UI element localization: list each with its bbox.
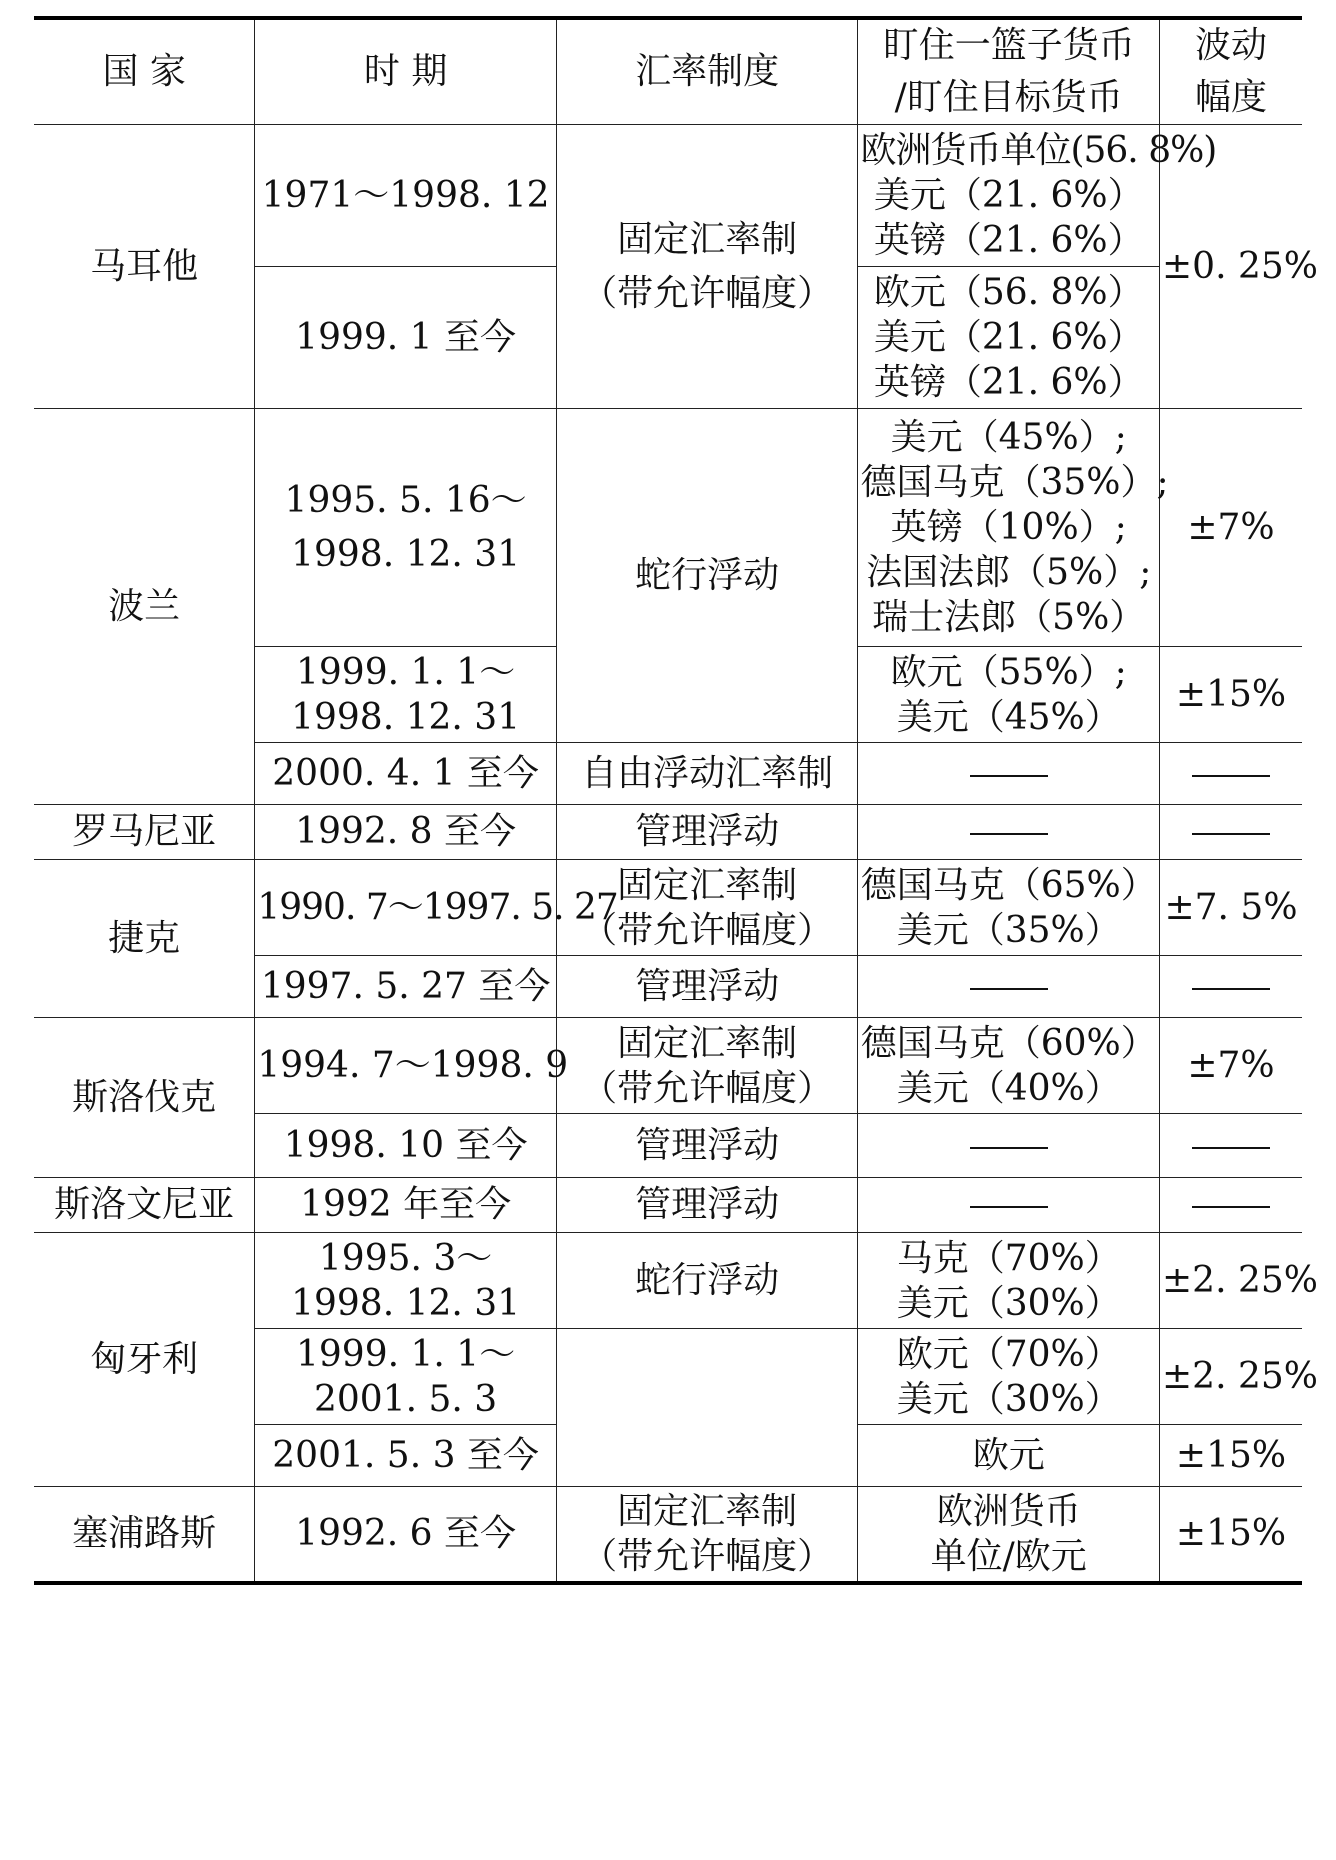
dash-mark [1192, 775, 1270, 777]
band-cell: ±2. 25% [1160, 1233, 1302, 1329]
regime-cell: 蛇行浮动 [556, 1233, 858, 1329]
basket-cell [858, 1178, 1160, 1233]
period-cell: 1992. 8 至今 [255, 805, 557, 860]
table-row [34, 805, 1302, 860]
dash-mark [970, 988, 1048, 990]
band-cell: ±15% [1160, 647, 1302, 743]
basket-cell: 欧洲货币 单位/欧元 [858, 1487, 1160, 1583]
period-cell: 1995. 5. 16～ 1998. 12. 31 [255, 409, 557, 647]
period-cell: 2000. 4. 1 至今 [255, 743, 557, 805]
header-regime: 汇率制度 [556, 18, 858, 125]
table-row [34, 409, 1302, 647]
exchange-rate-table [34, 16, 1318, 1585]
dash-mark [1192, 1147, 1270, 1149]
regime-cell-empty [556, 1329, 858, 1487]
header-country: 国 家 [34, 18, 255, 125]
table-row [34, 1233, 1302, 1329]
period-cell: 1999. 1. 1～ 1998. 12. 31 [255, 647, 557, 743]
basket-cell [858, 1114, 1160, 1178]
regime-cell: 管理浮动 [556, 1178, 858, 1233]
regime-cell: 固定汇率制 （带允许幅度） [556, 1487, 858, 1583]
regime-cell: 固定汇率制 （带允许幅度） [556, 125, 858, 409]
basket-cell: 美元（45%）; 德国马克（35%）; 英镑（10%）; 法国法郎（5%）; 瑞士法郎（5%） [858, 409, 1160, 647]
basket-cell [858, 956, 1160, 1018]
regime-cell: 管理浮动 [556, 956, 858, 1018]
dash-mark [970, 1206, 1048, 1208]
basket-cell: 德国马克（60%） 美元（40%） [858, 1018, 1160, 1114]
regime-cell: 管理浮动 [556, 1114, 858, 1178]
band-cell [1160, 956, 1302, 1018]
period-cell: 2001. 5. 3 至今 [255, 1425, 557, 1487]
basket-cell: 马克（70%） 美元（30%） [858, 1233, 1160, 1329]
regime-cell: 管理浮动 [556, 805, 858, 860]
band-cell: ±15% [1160, 1487, 1302, 1583]
basket-cell: 欧元 [858, 1425, 1160, 1487]
regime-cell: 蛇行浮动 [556, 409, 858, 743]
dash-mark [970, 1147, 1048, 1149]
dash-mark [970, 775, 1048, 777]
band-cell: ±15% [1160, 1425, 1302, 1487]
country-cell: 波兰 [34, 409, 255, 805]
dash-mark [1192, 1206, 1270, 1208]
table-row [34, 1178, 1302, 1233]
band-cell [1160, 805, 1302, 860]
band-cell: ±7. 5% [1160, 860, 1302, 956]
basket-cell [858, 743, 1160, 805]
regime-cell: 固定汇率制 （带允许幅度） [556, 860, 858, 956]
basket-cell: 欧元（70%） 美元（30%） [858, 1329, 1160, 1425]
period-cell: 1992 年至今 [255, 1178, 557, 1233]
table-header-row [34, 18, 1302, 125]
period-cell: 1994. 7～1998. 9 [255, 1018, 557, 1114]
regime-cell: 固定汇率制 （带允许幅度） [556, 1018, 858, 1114]
table-row [34, 860, 1302, 956]
band-cell [1160, 1114, 1302, 1178]
period-cell: 1997. 5. 27 至今 [255, 956, 557, 1018]
dash-mark [1192, 988, 1270, 990]
basket-cell: 欧元（56. 8%） 美元（21. 6%） 英镑（21. 6%） [858, 267, 1160, 409]
regime-cell: 自由浮动汇率制 [556, 743, 858, 805]
header-band: 波动 幅度 [1160, 18, 1302, 125]
period-cell: 1999. 1 至今 [255, 267, 557, 409]
basket-cell: 德国马克（65%） 美元（35%） [858, 860, 1160, 956]
country-cell: 塞浦路斯 [34, 1487, 255, 1583]
country-cell: 斯洛文尼亚 [34, 1178, 255, 1233]
basket-cell [858, 805, 1160, 860]
dash-mark [1192, 833, 1270, 835]
period-cell: 1971～1998. 12 [255, 125, 557, 267]
country-cell: 捷克 [34, 860, 255, 1018]
table-row [34, 125, 1302, 267]
table-row [34, 1018, 1302, 1114]
dash-mark [970, 833, 1048, 835]
country-cell: 罗马尼亚 [34, 805, 255, 860]
country-cell: 马耳他 [34, 125, 255, 409]
period-cell: 1998. 10 至今 [255, 1114, 557, 1178]
basket-cell: 欧洲货币单位(56. 8%) 美元（21. 6%） 英镑（21. 6%） [858, 125, 1160, 267]
period-cell: 1999. 1. 1～ 2001. 5. 3 [255, 1329, 557, 1425]
period-cell: 1992. 6 至今 [255, 1487, 557, 1583]
period-cell: 1995. 3～ 1998. 12. 31 [255, 1233, 557, 1329]
basket-cell: 欧元（55%）; 美元（45%） [858, 647, 1160, 743]
band-cell: ±0. 25% [1160, 125, 1302, 409]
band-cell: ±2. 25% [1160, 1329, 1302, 1425]
band-cell: ±7% [1160, 409, 1302, 647]
header-basket: 盯住一篮子货币 /盯住目标货币 [858, 18, 1160, 125]
band-cell: ±7% [1160, 1018, 1302, 1114]
band-cell [1160, 1178, 1302, 1233]
period-cell: 1990. 7～1997. 5. 27 [255, 860, 557, 956]
band-cell [1160, 743, 1302, 805]
country-cell: 斯洛伐克 [34, 1018, 255, 1178]
table-row [34, 1487, 1302, 1583]
country-cell: 匈牙利 [34, 1233, 255, 1487]
header-period: 时 期 [255, 18, 557, 125]
